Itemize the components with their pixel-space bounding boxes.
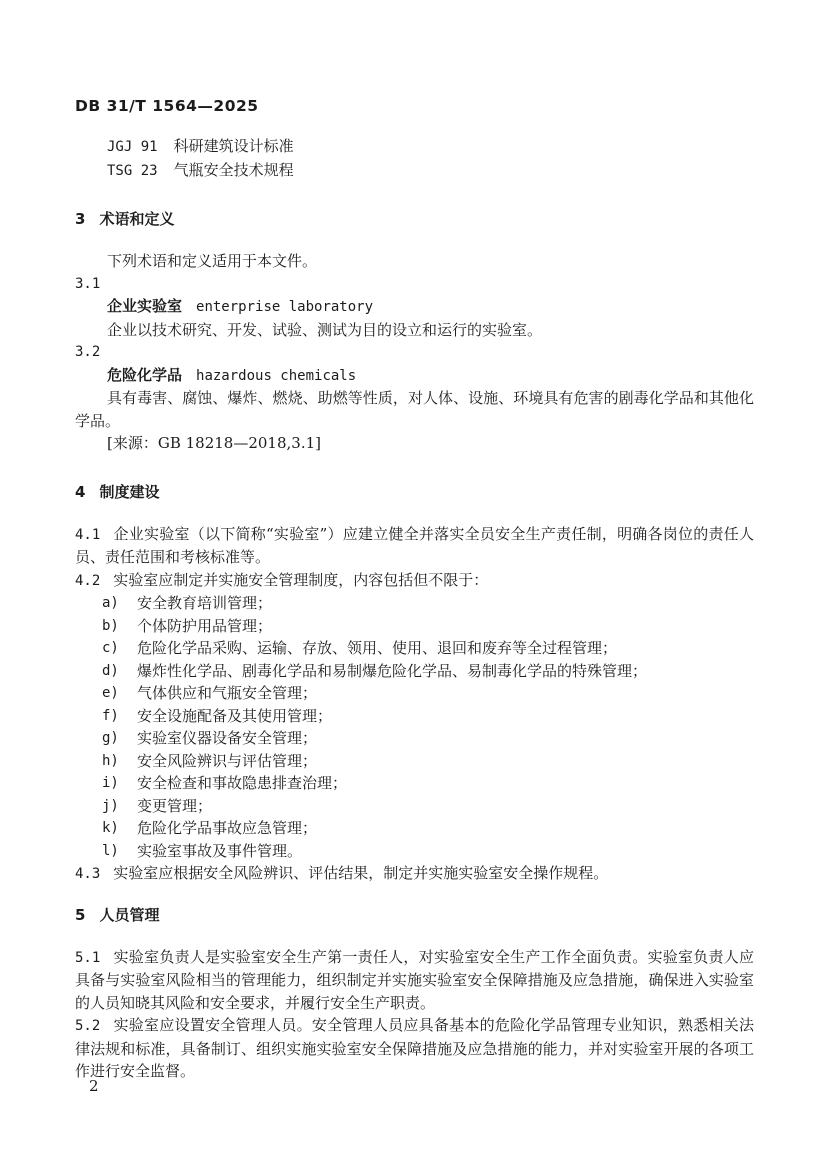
- term-3-2-name: [75, 364, 754, 388]
- clause-5-2-text: 实验室应设置安全管理人员。安全管理人员应具备基本的危险化学品管理专业知识，熟悉相关法律法规和标准，具备制订、组织实施实验室安全保障措施及应急措施的能力，并对实验室开展的各项工作进行安全监督。: [75, 1016, 754, 1080]
- list-item: [102, 795, 754, 818]
- list-item: [102, 615, 754, 638]
- list-item-label: l): [102, 842, 119, 859]
- clause-4-1: [75, 523, 754, 569]
- clause-5-2-number: 5.2: [75, 1018, 101, 1034]
- term-3-1-number: 3.1: [75, 275, 101, 292]
- list-item-label: b): [102, 617, 119, 634]
- clause-4-3-text: 实验室应根据安全风险辨识、评估结果，制定并实施实验室安全操作规程。: [113, 864, 609, 882]
- list-item-label: c): [102, 640, 119, 656]
- term-3-2-number: 3.2: [75, 344, 101, 360]
- term-3-1-definition: 企业以技术研究、开发、试验、测试为目的设立和运行的实验室。: [107, 320, 543, 339]
- list-item-text: 危险化学品采购、运输、存放、领用、使用、退回和废弃等全过程管理；: [137, 639, 618, 657]
- doc-number: DB 31/T 1564—2025: [75, 97, 259, 115]
- list-item: [102, 817, 754, 840]
- list-item-text: 实验室仪器设备安全管理；: [137, 729, 318, 747]
- list-item-text: 气体供应和气瓶安全管理；: [137, 684, 318, 702]
- list-item: [102, 637, 754, 660]
- clause-4-2-list: [102, 592, 754, 862]
- clause-4-2-number: 4.2: [75, 572, 101, 589]
- clause-4-3-number: 4.3: [75, 866, 101, 882]
- list-item: [102, 682, 754, 705]
- reference-item: [75, 135, 754, 159]
- list-item-text: 爆炸性化学品、剧毒化学品和易制爆危险化学品、易制毒化学品的特殊管理；: [137, 661, 648, 680]
- clause-4-3: [75, 862, 754, 886]
- terms-intro: 下列术语和定义适用于本文件。: [107, 252, 318, 270]
- term-3-1-name-zh: 企业实验室: [107, 297, 183, 315]
- list-item-label: d): [102, 662, 119, 679]
- list-item-label: a): [102, 595, 119, 611]
- term-3-2-source: [来源：GB 18218—2018,3.1]: [107, 434, 321, 452]
- list-item: [102, 840, 754, 863]
- term-3-2-name-zh: 危险化学品: [107, 365, 183, 384]
- list-item: [102, 660, 754, 683]
- list-item-text: 安全教育培训管理；: [137, 594, 273, 612]
- list-item-text: 安全检查和事故隐患排查治理；: [137, 774, 348, 792]
- term-3-2-name-en: hazardous chemicals: [196, 367, 357, 384]
- list-item-label: g): [102, 730, 119, 746]
- list-item-label: k): [102, 820, 119, 836]
- list-item: [102, 705, 754, 728]
- clause-4-2-text: 实验室应制定并实施安全管理制度，内容包括但不限于：: [113, 570, 489, 589]
- term-3-1-name-en: enterprise laboratory: [196, 299, 374, 315]
- list-item-text: 个体防护用品管理；: [137, 616, 273, 635]
- page-number: 2: [89, 1077, 99, 1095]
- list-item-text: 安全风险辨识与评估管理；: [137, 751, 318, 770]
- section-3-title: 术语和定义: [99, 210, 175, 228]
- reference-code: TSG 23: [107, 162, 158, 179]
- section-5-heading: [75, 904, 754, 926]
- list-item-text: 安全设施配备及其使用管理；: [137, 706, 333, 725]
- reference-code: JGJ 91: [107, 139, 158, 155]
- section-3-heading: [75, 208, 754, 230]
- clause-5-1-number: 5.1: [75, 949, 101, 966]
- clause-5-1: [75, 946, 754, 1015]
- clause-4-1-text: 企业实验室（以下简称“实验室”）应建立健全并落实全员安全生产责任制，明确各岗位的责任人员、责任范围和考核标准等。: [75, 524, 754, 566]
- list-item-label: f): [102, 707, 119, 724]
- clause-4-2: [75, 569, 754, 593]
- list-item-text: 危险化学品事故应急管理；: [137, 819, 318, 837]
- references-list: [75, 135, 754, 182]
- list-item-label: e): [102, 685, 119, 701]
- section-5-number: 5: [75, 905, 86, 924]
- list-item-label: i): [102, 775, 119, 791]
- list-item: [102, 750, 754, 773]
- list-item: [102, 592, 754, 615]
- list-item: [102, 727, 754, 750]
- section-4-number: 4: [75, 482, 86, 501]
- section-3-number: 3: [75, 210, 86, 228]
- term-3-1-name: [75, 295, 754, 319]
- list-item-text: 实验室事故及事件管理。: [137, 841, 303, 860]
- clause-5-2: [75, 1014, 754, 1083]
- list-item-text: 变更管理；: [137, 796, 213, 815]
- list-item-label: j): [102, 797, 119, 814]
- clause-5-1-text: 实验室负责人是实验室安全生产第一责任人，对实验室安全生产工作全面负责。实验室负责人应具备与实验室风险相当的管理能力，组织制定并实施实验室安全保障措施及应急措施，确保进入实验室的人员知晓其风险和安全要求，并履行安全生产职责。: [75, 947, 754, 1012]
- list-item: [102, 772, 754, 795]
- section-4-title: 制度建设: [99, 482, 160, 501]
- reference-title: 科研建筑设计标准: [173, 137, 294, 155]
- term-3-2-definition: 具有毒害、腐蚀、爆炸、燃烧、助燃等性质，对人体、设施、环境具有危害的剧毒化学品和其他化学品。: [75, 389, 754, 430]
- list-item-label: h): [102, 752, 119, 769]
- clause-4-1-number: 4.1: [75, 526, 101, 543]
- section-5-title: 人员管理: [99, 905, 160, 924]
- section-4-heading: [75, 481, 754, 503]
- reference-item: [75, 159, 754, 183]
- reference-title: 气瓶安全技术规程: [173, 160, 294, 179]
